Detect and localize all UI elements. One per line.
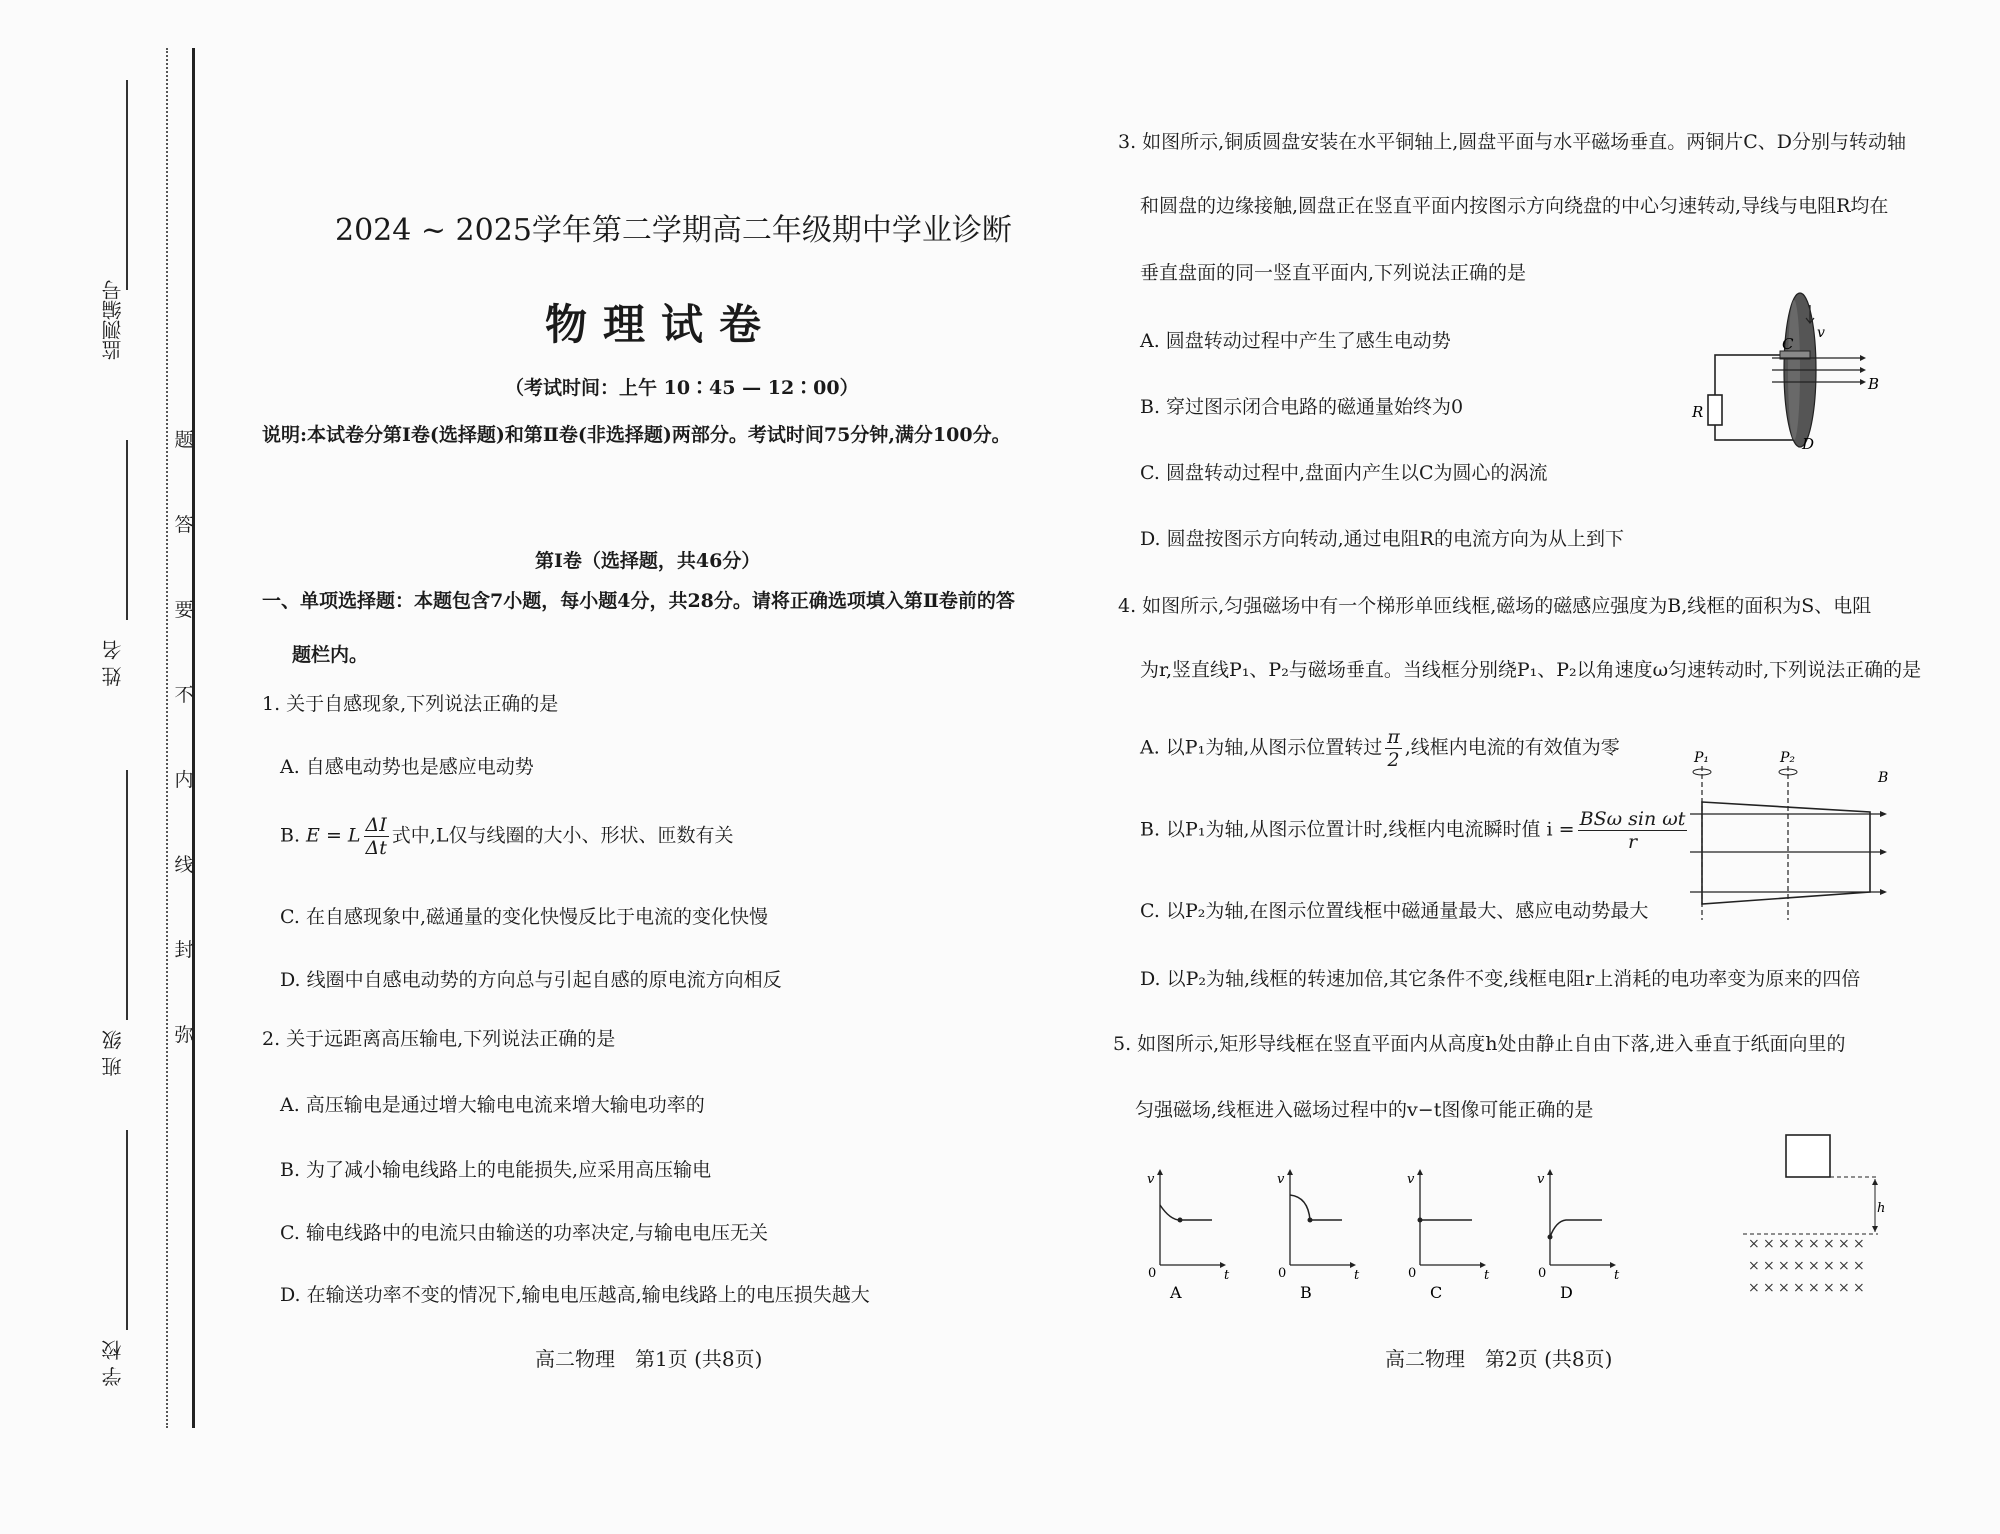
fig-label-c: C	[1782, 335, 1794, 353]
falling-frame-figure	[1738, 1130, 1888, 1300]
fig-label-p2: P₂	[1780, 750, 1796, 766]
field-cross-mark: ×	[1748, 1236, 1760, 1252]
q3-option-a: A. 圆盘转动过程中产生了感生电动势	[1140, 330, 1451, 352]
seal-char: 弥	[174, 1024, 194, 1046]
page-footer-right: 高二物理 第2页 (共8页)	[1385, 1347, 1613, 1371]
q3-option-d: D. 圆盘按图示方向转动,通过电阻R的电流方向为从上到下	[1140, 528, 1624, 550]
seal-char: 题	[174, 429, 194, 451]
section-instruction-cont: 题栏内。	[292, 644, 369, 666]
field-cross-mark: ×	[1763, 1236, 1775, 1252]
q1-option-a: A. 自感电动势也是感应电动势	[280, 756, 534, 778]
q1-option-c: C. 在自感现象中,磁通量的变化快慢反比于电流的变化快慢	[280, 906, 768, 928]
seal-dotted-line	[166, 48, 168, 1428]
seal-char: 答	[174, 514, 194, 536]
graph-d-origin: 0	[1538, 1266, 1547, 1281]
graph-c-label: C	[1430, 1283, 1443, 1302]
page-footer-left: 高二物理 第1页 (共8页)	[535, 1347, 763, 1371]
vt-graph-d	[1537, 1169, 1620, 1302]
question-3-line2: 和圆盘的边缘接触,圆盘正在竖直平面内按图示方向绕盘的中心匀速转动,导线与电阻R均在	[1140, 195, 1889, 217]
q4-option-d: D. 以P₂为轴,线框的转速加倍,其它条件不变,线框电阻r上消耗的电功率变为原来的四倍	[1140, 968, 1861, 990]
seal-char: 不	[174, 684, 194, 706]
fig-label-b: B	[1878, 770, 1889, 786]
graph-a-label: A	[1170, 1283, 1182, 1302]
q4-option-c: C. 以P₂为轴,在图示位置线框中磁通量最大、感应电动势最大	[1140, 900, 1649, 922]
question-4-line2: 为r,竖直线P₁、P₂与磁场垂直。当线框分别绕P₁、P₂以角速度ω匀速转动时,下列说法正确的是	[1140, 659, 1922, 681]
seal-char: 线	[174, 854, 194, 876]
field-cross-mark: ×	[1838, 1280, 1850, 1296]
field-cross-mark: ×	[1793, 1236, 1805, 1252]
field-cross-mark: ×	[1808, 1258, 1820, 1274]
section-heading: 第Ⅰ卷（选择题，共46分）	[535, 550, 761, 572]
vt-graph-b	[1277, 1169, 1360, 1302]
vt-graph-a	[1147, 1169, 1230, 1302]
field-cross-mark: ×	[1838, 1258, 1850, 1274]
copper-disk-figure	[1680, 285, 1880, 455]
graph-d-t-label: t	[1614, 1268, 1620, 1283]
binding-line	[192, 48, 195, 1428]
field-cross-mark: ×	[1808, 1280, 1820, 1296]
vt-graphs	[1120, 1165, 1640, 1300]
vt-graph-c	[1407, 1169, 1490, 1302]
graph-a-origin: 0	[1148, 1266, 1157, 1281]
question-5-line2: 匀强磁场,线框进入磁场过程中的v−t图像可能正确的是	[1135, 1099, 1594, 1121]
field-cross-mark: ×	[1748, 1280, 1760, 1296]
field-cross-mark: ×	[1793, 1280, 1805, 1296]
field-cross-mark: ×	[1838, 1236, 1850, 1252]
field-cross-mark: ×	[1778, 1258, 1790, 1274]
q3-option-c: C. 圆盘转动过程中,盘面内产生以C为圆心的涡流	[1140, 462, 1548, 484]
field-cross-mark: ×	[1853, 1258, 1865, 1274]
question-3-line1: 3. 如图所示,铜质圆盘安装在水平铜轴上,圆盘平面与水平磁场垂直。两铜片C、D分别与转动轴	[1118, 131, 1907, 153]
field-cross-mark: ×	[1808, 1236, 1820, 1252]
fig-label-r: R	[1692, 403, 1704, 421]
exam-instructions: 说明:本试卷分第Ⅰ卷(选择题)和第Ⅱ卷(非选择题)两部分。考试时间75分钟,满分100分。	[262, 424, 1011, 446]
seal-char: 要	[174, 599, 194, 621]
fig-label-b: B	[1868, 375, 1880, 393]
fraction-di-dt: $\frac{\Delta I}{\Delta t}$	[365, 814, 387, 859]
banji-fill-line	[126, 770, 128, 1020]
question-2-stem: 2. 关于远距离高压输电,下列说法正确的是	[262, 1028, 616, 1050]
subject-title: 物理试卷	[545, 300, 778, 349]
q2-option-b: B. 为了减小输电线路上的电能损失,应采用高压输电	[280, 1159, 712, 1181]
xuexiao-fill-line	[126, 1130, 128, 1330]
jiance-fill-line	[126, 80, 128, 290]
fig-label-p1: P₁	[1694, 750, 1710, 766]
graph-b-t-label: t	[1354, 1268, 1360, 1283]
seal-char: 内	[174, 769, 194, 791]
xingming-fill-line	[126, 440, 128, 620]
fig-label-v: v	[1817, 325, 1825, 341]
graph-b-label: B	[1300, 1283, 1312, 1302]
xingming-label: 姓 名	[101, 640, 125, 687]
field-cross-mark: ×	[1823, 1280, 1835, 1296]
field-cross-mark: ×	[1778, 1236, 1790, 1252]
q2-option-c: C. 输电线路中的电流只由输送的功率决定,与输电电压无关	[280, 1222, 768, 1244]
exam-time: （考试时间：上午 10∶45 — 12∶00）	[505, 377, 859, 399]
graph-a-v-label: v	[1147, 1172, 1155, 1187]
field-cross-mark: ×	[1823, 1236, 1835, 1252]
magnetic-field-into-page	[1748, 1236, 1865, 1296]
exam-title: 2024 ~ 2025学年第二学期高二年级期中学业诊断	[335, 213, 1012, 248]
field-cross-mark: ×	[1853, 1236, 1865, 1252]
question-4-line1: 4. 如图所示,匀强磁场中有一个梯形单匝线框,磁场的磁感应强度为B,线框的面积为S、电阻	[1118, 595, 1872, 617]
banji-label: 班 级	[101, 1030, 125, 1077]
field-cross-mark: ×	[1763, 1258, 1775, 1274]
graph-b-origin: 0	[1278, 1266, 1287, 1281]
q4-option-a: A. 以P₁为轴,从图示位置转过 $\frac{\pi}{2}$ ,线框内电流的有效值为零	[1140, 726, 1620, 771]
graph-c-origin: 0	[1408, 1266, 1417, 1281]
resistor-r	[1708, 395, 1722, 425]
field-cross-mark: ×	[1778, 1280, 1790, 1296]
fig-label-h: h	[1877, 1201, 1886, 1216]
jiance-label: 监测编号	[101, 280, 125, 360]
fraction-current: $\frac{\text{BSω sin ωt}}{r}$	[1579, 808, 1686, 853]
field-cross-mark: ×	[1748, 1258, 1760, 1274]
graph-b-v-label: v	[1277, 1172, 1285, 1187]
graph-d-v-label: v	[1537, 1172, 1545, 1187]
xuexiao-label: 学 校	[101, 1340, 125, 1387]
section-instruction: 一、单项选择题：本题包含7小题，每小题4分，共28分。请将正确选项填入第Ⅱ卷前的答	[262, 590, 1015, 612]
question-5-line1: 5. 如图所示,矩形导线框在竖直平面内从高度h处由静止自由下落,进入垂直于纸面向里的	[1113, 1033, 1846, 1055]
q2-option-d: D. 在输送功率不变的情况下,输电电压越高,输电线路上的电压损失越大	[280, 1284, 870, 1306]
field-cross-mark: ×	[1823, 1258, 1835, 1274]
q3-option-b: B. 穿过图示闭合电路的磁通量始终为0	[1140, 396, 1464, 418]
fig-label-d: D	[1802, 435, 1815, 453]
graph-c-t-label: t	[1484, 1268, 1490, 1283]
q2-option-a: A. 高压输电是通过增大输电电流来增大输电功率的	[280, 1094, 705, 1116]
field-cross-mark: ×	[1853, 1280, 1865, 1296]
fraction-pi-2: $\frac{\pi}{2}$	[1387, 726, 1400, 771]
question-1-stem: 1. 关于自感现象,下列说法正确的是	[262, 693, 559, 715]
field-cross-mark: ×	[1793, 1258, 1805, 1274]
rectangular-frame	[1786, 1135, 1830, 1177]
graph-c-v-label: v	[1407, 1172, 1415, 1187]
q4-option-b: B. 以P₁为轴,从图示位置计时,线框内电流瞬时值 i = $\frac{\text{BSω sin ωt}}{r}$	[1140, 808, 1686, 853]
q1-option-b: B. E = L $\frac{\Delta I}{\Delta t}$ 式中,L仅与线圈的大小、形状、匝数有关	[280, 814, 734, 859]
graph-a-t-label: t	[1224, 1268, 1230, 1283]
question-3-line3: 垂直盘面的同一竖直平面内,下列说法正确的是	[1140, 262, 1527, 284]
q1-option-d: D. 线圈中自感电动势的方向总与引起自感的原电流方向相反	[280, 969, 782, 991]
trapezoid-frame	[1702, 802, 1870, 904]
trapezoid-frame-figure	[1690, 752, 1890, 922]
seal-char: 封	[174, 939, 194, 961]
field-cross-mark: ×	[1763, 1280, 1775, 1296]
graph-d-label: D	[1560, 1283, 1573, 1302]
